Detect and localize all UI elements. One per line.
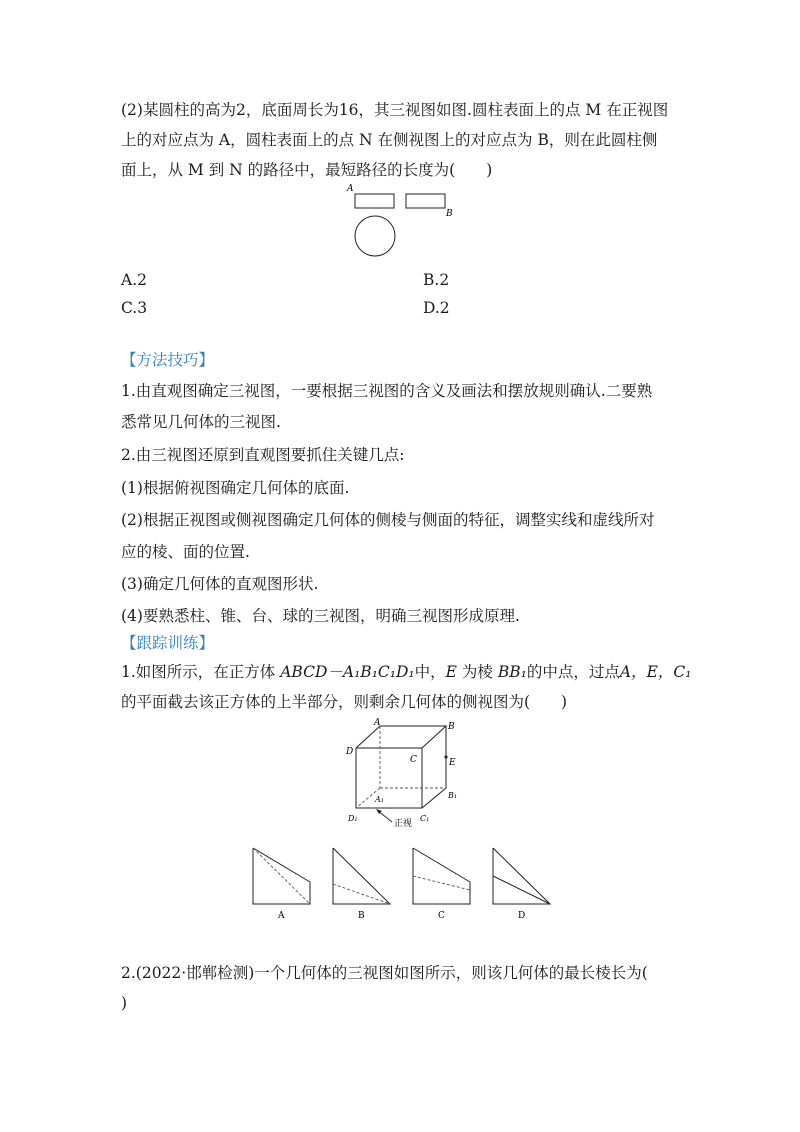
label-cube-e: E <box>449 758 456 768</box>
front-view-rect <box>355 194 394 208</box>
choice-label-a: A <box>278 911 285 921</box>
cylinder-three-view-figure <box>340 182 460 262</box>
choice-label-b: B <box>358 911 365 921</box>
q1-mid3: 的中点，过点 <box>526 663 620 681</box>
label-cube-a1: A₁ <box>375 795 384 804</box>
q2-line-3: 面上，从 M 到 N 的路径中，最短路径的长度为( ) <box>121 161 493 179</box>
q1-point-e: E <box>445 663 457 681</box>
cube-right-face <box>422 726 446 808</box>
label-cube-d: D <box>346 747 354 757</box>
label-cube-d1: D₁ <box>348 814 358 823</box>
label-cube-b: B <box>448 722 455 732</box>
choice-figure-b <box>333 848 390 921</box>
option-d: D.2 <box>423 299 450 317</box>
method-header: 【方法技巧】 <box>121 351 215 369</box>
q2-line-2: 上的对应点为 A，圆柱表面上的点 N 在侧视图上的对应点为 B，则在此圆柱侧 <box>121 131 658 149</box>
q1-cube-name: ABCD－A₁B₁C₁D₁ <box>280 663 415 681</box>
label-a: A <box>347 184 354 194</box>
label-b: B <box>446 209 453 219</box>
label-view: 正视 <box>394 819 413 829</box>
label-cube-a: A <box>374 718 381 728</box>
choice-figure-c <box>413 848 470 921</box>
q1-edge-bb1: BB₁ <box>497 663 527 681</box>
point-e <box>444 755 447 758</box>
choice-label-d: D <box>518 911 526 921</box>
practice-q1-line-2: 的平面截去该正方体的上半部分，则剩余几何体的侧视图为( ) <box>121 693 568 711</box>
method-p1-line-1: 1.由直观图确定三视图，一要根据三视图的含义及画法和摆放规则确认.二要熟 <box>121 382 653 400</box>
choice-figure-a <box>253 848 310 921</box>
choice-figures <box>250 844 555 922</box>
practice-header: 【跟踪训练】 <box>121 634 215 652</box>
q1-points: A，E，C₁ <box>619 663 692 681</box>
method-p2-4: (4)要熟悉柱、锥、台、球的三视图，明确三视图形成原理. <box>121 607 520 625</box>
practice-q1-line-1 <box>121 662 691 682</box>
q1-mid: 中， <box>414 663 446 681</box>
method-p1-line-2: 悉常见几何体的三视图. <box>121 413 281 431</box>
q2-line-1: (2)某圆柱的高为2，底面周长为16，其三视图如图.圆柱表面上的点 M 在正视图 <box>121 101 669 119</box>
method-p2: 2.由三视图还原到直观图要抓住关键几点: <box>121 446 405 464</box>
practice-q2-line-2: ) <box>121 994 128 1012</box>
label-cube-c: C <box>410 755 417 765</box>
top-view-circle <box>355 216 395 256</box>
option-a: A.2 <box>121 271 147 289</box>
label-cube-b1: B₁ <box>448 791 458 800</box>
q1-prefix: 1.如图所示，在正方体 <box>121 663 276 681</box>
method-p2-2-line-2: 应的棱、面的位置. <box>121 543 250 561</box>
method-p2-2-line-1: (2)根据正视图或侧视图确定几何体的侧棱与侧面的特征，调整实线和虚线所对 <box>121 511 655 529</box>
label-cube-c1: C₁ <box>420 814 430 823</box>
method-p2-1: (1)根据俯视图确定几何体的底面. <box>121 479 350 497</box>
option-b: B.2 <box>423 271 450 289</box>
method-p2-3: (3)确定几何体的直观图形状. <box>121 575 319 593</box>
side-view-rect <box>406 194 445 208</box>
q1-mid2: 为棱 <box>461 663 493 681</box>
option-c: C.3 <box>121 299 148 317</box>
choice-label-c: C <box>438 911 445 921</box>
choice-figure-d <box>493 848 550 921</box>
cube-top-face <box>356 726 446 748</box>
cube-figure <box>342 718 472 836</box>
practice-q2-line-1: 2.(2022·邯郸检测)一个几何体的三视图如图所示，则该几何体的最长棱长为( <box>121 964 648 982</box>
